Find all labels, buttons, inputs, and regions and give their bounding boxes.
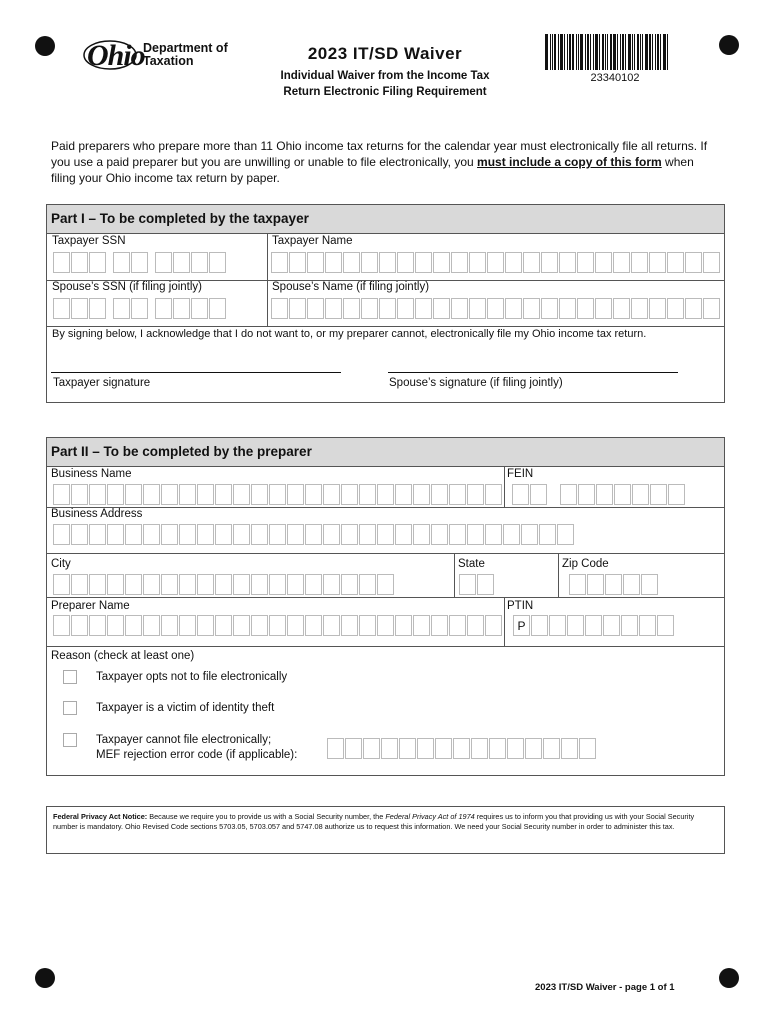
char-box [143,484,160,505]
char-box [595,298,612,319]
char-box [215,524,232,545]
barcode-number: 23340102 [590,72,640,84]
char-box [431,484,448,505]
char-box [215,484,232,505]
char-box [667,252,684,273]
reason3-label [96,733,297,763]
privacy-notice [46,806,725,854]
char-box [413,484,430,505]
char-box [377,484,394,505]
char-box [361,298,378,319]
char-box [289,252,306,273]
form-title: 2023 IT/SD Waiver [307,44,463,63]
char-box [377,574,394,595]
spouse-name-label: Spouse’s Name (if filing jointly) [272,281,430,293]
department-line2: Taxation [143,54,194,68]
ptin-label: PTIN [507,600,534,612]
barcode-bar [663,34,666,70]
char-box [197,484,214,505]
char-box [107,615,124,636]
barcode-bar [605,34,606,70]
char-box [71,524,88,545]
char-box [469,298,486,319]
char-box [613,298,630,319]
char-box [613,252,630,273]
char-box [53,484,70,505]
char-box [471,738,488,759]
char-box [485,484,502,505]
char-box [71,484,88,505]
taxpayer-signature-line[interactable] [51,372,341,373]
registration-mark [35,968,55,988]
char-box [703,298,720,319]
char-box [435,738,452,759]
char-box [523,252,540,273]
state-input[interactable] [459,574,495,595]
char-box [649,252,666,273]
char-box [415,298,432,319]
char-box [631,298,648,319]
taxpayer-signature-label: Taxpayer signature [53,377,151,389]
char-box [341,524,358,545]
reason3-line1: Taxpayer cannot file electronically; [96,734,272,746]
barcode-bars [545,34,685,70]
char-box [289,298,306,319]
registration-mark [719,35,739,55]
char-box [327,738,344,759]
char-box [305,524,322,545]
privacy-text-1: Because we require you to provide us with a Social Security number, the [147,812,386,821]
char-box [413,524,430,545]
subtitle-line2: Return Electronic Filing Requirement [283,86,487,98]
char-box [525,738,542,759]
char-box [415,252,432,273]
barcode-bar [558,34,559,70]
barcode-bar [622,34,624,70]
barcode-bar [593,34,594,70]
char-box [397,298,414,319]
char-box [507,738,524,759]
char-box [343,252,360,273]
char-box [89,574,106,595]
barcode-bar [595,34,598,70]
privacy-label: Federal Privacy Act Notice: [53,812,148,821]
char-box [379,252,396,273]
char-box [489,738,506,759]
char-box [323,574,340,595]
form-subtitle [250,68,520,100]
char-box [125,574,142,595]
char-box [449,484,466,505]
char-box [71,574,88,595]
char-box [341,484,358,505]
part2-section [46,437,725,776]
char-box [287,574,304,595]
char-box [487,252,504,273]
char-box [453,738,470,759]
char-box [395,615,412,636]
barcode-bar [587,34,589,70]
char-box [215,574,232,595]
char-box [251,524,268,545]
taxpayer-ssn-label: Taxpayer SSN [52,235,126,247]
char-box [53,524,70,545]
barcode-bar [642,34,643,70]
ptin-prefix: P [513,615,530,636]
char-box [433,252,450,273]
char-box [323,615,340,636]
char-box [341,574,358,595]
reason1-label: Taxpayer opts not to file electronically [96,671,288,683]
barcode-bar [660,34,661,70]
barcode-bar [613,34,616,70]
spouse-signature-label: Spouse’s signature (if filing jointly) [389,377,563,389]
char-box [125,524,142,545]
department-name [143,42,228,68]
reason2-label: Taxpayer is a victim of identity theft [96,702,275,714]
barcode-bar [634,34,635,70]
barcode-bar [637,34,639,70]
char-box [269,524,286,545]
char-box [377,524,394,545]
char-box [359,615,376,636]
page-footer: 2023 IT/SD Waiver - page 1 of 1 [535,982,675,993]
char-box [323,524,340,545]
char-box [579,738,596,759]
barcode-bar [554,34,556,70]
spouse-signature-line[interactable] [388,372,678,373]
char-box [399,738,416,759]
char-box [179,484,196,505]
part2-heading: Part II – To be completed by the preparer [47,438,724,467]
barcode-bar [567,34,568,70]
intro-text-2: when filing your Ohio income tax return by paper. [51,155,694,185]
char-box [179,615,196,636]
char-box [343,298,360,319]
char-box [431,615,448,636]
barcode-bar [649,34,651,70]
char-box [417,738,434,759]
barcode-bar [667,34,668,70]
char-box [413,615,430,636]
char-box [215,615,232,636]
char-box [505,252,522,273]
department-line1: Department of [143,41,228,55]
fein-input[interactable] [512,484,686,505]
privacy-text-2: requires us to inform you that providing us with your Social Security number is mandatory. Ohio Revised Code sections 5703.05, 5703.057 and 5747.08 authorize us to request this information. We need your Social Security number in order to administer this tax. [53,812,695,831]
barcode-bar [569,34,571,70]
barcode-bar [610,34,612,70]
barcode-bar [572,34,574,70]
business-address-label: Business Address [51,508,143,520]
char-box [577,252,594,273]
barcode-bar [560,34,563,70]
char-box [161,574,178,595]
char-box [359,574,376,595]
zip-label: Zip Code [562,558,609,570]
taxpayer-name-input[interactable] [271,252,721,273]
ohio-logo [82,36,242,76]
barcode-bar [632,34,633,70]
char-box [485,524,502,545]
char-box [469,252,486,273]
char-box [89,615,106,636]
intro-text-1: Paid preparers who prepare more than 11 Ohio income tax returns for the calendar year must electronically file all returns. If you use a paid preparer but you are unwilling or unable to file electronically, you [51,139,708,169]
barcode-bar [657,34,659,70]
char-box [233,574,250,595]
preparer-name-input[interactable] [53,615,503,636]
barcode-bar [645,34,648,70]
char-box [377,615,394,636]
taxpayer-ssn-input[interactable] [53,252,227,273]
business-address-input[interactable] [53,524,575,545]
char-box [107,524,124,545]
char-box [685,252,702,273]
char-box [541,298,558,319]
char-box [53,615,70,636]
mef-error-code-input[interactable] [327,738,597,759]
char-box [539,524,556,545]
char-box [559,298,576,319]
spouse-name-input[interactable] [271,298,721,319]
char-box [487,298,504,319]
char-box [161,524,178,545]
barcode-bar [578,34,579,70]
char-box [395,524,412,545]
barcode [545,34,685,84]
char-box [433,298,450,319]
char-box [287,524,304,545]
barcode-bar [655,34,656,70]
char-box [307,298,324,319]
char-box [345,738,362,759]
char-box [541,252,558,273]
char-box [197,574,214,595]
logo-wordmark: Ohio [87,39,145,72]
char-box [467,484,484,505]
char-box [143,574,160,595]
char-box [197,524,214,545]
char-box [341,615,358,636]
taxpayer-name-label: Taxpayer Name [272,235,353,247]
char-box [161,484,178,505]
char-box [485,615,502,636]
char-box [451,298,468,319]
char-box [233,484,250,505]
barcode-bar [652,34,653,70]
acknowledgment-text: By signing below, I acknowledge that I do not want to, or my preparer cannot, electronically file my Ohio income tax return. [52,328,647,340]
char-box [523,298,540,319]
subtitle-line1: Individual Waiver from the Income Tax [280,70,490,82]
char-box [251,484,268,505]
char-box [431,524,448,545]
char-box [577,298,594,319]
char-box [503,524,520,545]
city-input[interactable] [53,574,395,595]
fein-label: FEIN [507,468,534,480]
barcode-bar [625,34,626,70]
char-box [269,574,286,595]
char-box [361,252,378,273]
char-box [233,615,250,636]
barcode-bar [602,34,604,70]
barcode-bar [564,34,565,70]
char-box [359,484,376,505]
char-box [359,524,376,545]
barcode-bar [620,34,621,70]
barcode-bar [580,34,583,70]
char-box [107,574,124,595]
char-box [197,615,214,636]
barcode-bar [545,34,548,70]
char-box [271,298,288,319]
city-label: City [51,558,71,570]
char-box [269,615,286,636]
spouse-ssn-label: Spouse’s SSN (if filing jointly) [52,281,202,293]
reason3-line2: MEF rejection error code (if applicable): [96,749,298,761]
barcode-bar [552,34,553,70]
char-box [631,252,648,273]
char-box [305,574,322,595]
char-box [363,738,380,759]
char-box [543,738,560,759]
char-box [381,738,398,759]
char-box [561,738,578,759]
registration-mark [35,36,55,56]
char-box [649,298,666,319]
char-box [269,484,286,505]
barcode-bar [607,34,608,70]
char-box [287,615,304,636]
spouse-ssn-input[interactable] [53,298,227,319]
barcode-bar [585,34,586,70]
intro-emphasis: must include a copy of this form [477,155,662,169]
char-box [251,574,268,595]
char-box [685,298,702,319]
reason1-checkbox[interactable] [63,670,77,684]
char-box [557,524,574,545]
barcode-bar [590,34,591,70]
char-box [325,252,342,273]
char-box [71,615,88,636]
registration-mark [719,968,739,988]
barcode-bar [617,34,618,70]
barcode-bar [576,34,577,70]
privacy-act-name: Federal Privacy Act of 1974 [385,812,475,821]
char-box [449,615,466,636]
barcode-bar [640,34,641,70]
char-box [89,484,106,505]
reason-heading: Reason (check at least one) [51,650,195,662]
char-box [559,252,576,273]
char-box [395,484,412,505]
reason2-checkbox[interactable] [63,701,77,715]
char-box [251,615,268,636]
char-box [323,484,340,505]
state-label: State [458,558,485,570]
preparer-name-label: Preparer Name [51,600,130,612]
zip-input[interactable] [569,574,659,595]
char-box [179,574,196,595]
char-box [505,298,522,319]
char-box [125,484,142,505]
char-box [595,252,612,273]
char-box [521,524,538,545]
char-box [53,574,70,595]
char-box [143,615,160,636]
barcode-bar [628,34,631,70]
barcode-bar [550,34,551,70]
char-box [325,298,342,319]
char-box [449,524,466,545]
char-box [125,615,142,636]
char-box [467,524,484,545]
business-name-label: Business Name [51,468,132,480]
char-box [305,484,322,505]
reason3-checkbox[interactable] [63,733,77,747]
char-box [667,298,684,319]
char-box [451,252,468,273]
char-box [287,484,304,505]
char-box [703,252,720,273]
char-box [233,524,250,545]
barcode-bar [599,34,600,70]
char-box [143,524,160,545]
char-box [305,615,322,636]
ptin-input[interactable] [513,615,675,636]
char-box [271,252,288,273]
part1-section [46,204,725,403]
business-name-input[interactable] [53,484,503,505]
char-box [397,252,414,273]
char-box [379,298,396,319]
char-box [161,615,178,636]
intro-paragraph [51,138,721,186]
char-box [179,524,196,545]
char-box [107,484,124,505]
char-box [467,615,484,636]
char-box [307,252,324,273]
char-box [89,524,106,545]
part1-heading: Part I – To be completed by the taxpayer [47,205,724,234]
